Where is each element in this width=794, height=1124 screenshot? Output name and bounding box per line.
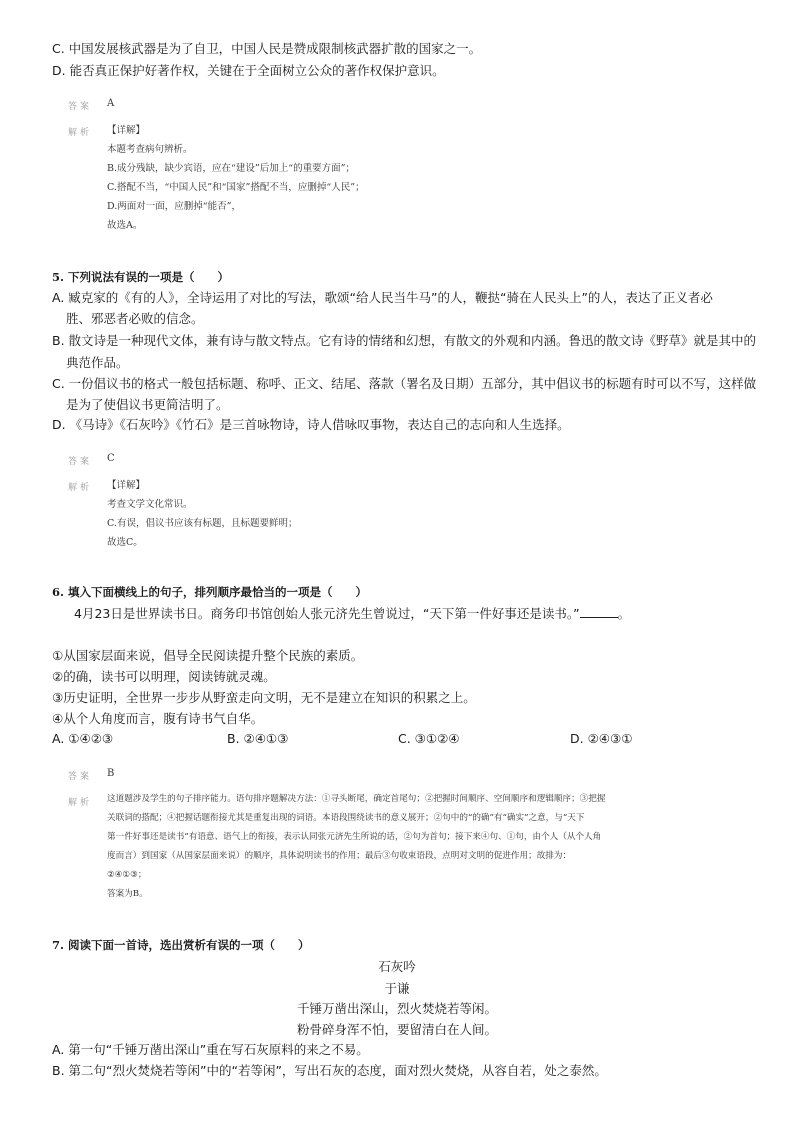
q7-poem-line-1: 千锤万凿出深山，烈火焚烧若等闲。 [296,1001,497,1016]
q5-option-b: B. 散文诗是一种现代文体，兼有诗与散文特点。它有诗的情绪和幻想，有散文的外观和内涵。鲁迅的散文诗《野草》就是其中的 [52,333,757,348]
q5-explanation [107,476,297,552]
q6-sentence-3: ③历史证明，全世界一步步从野蛮走向文明，无不是建立在知识的积累之上。 [52,690,476,705]
q7-title: 7. 阅读下面一首诗，选出赏析有误的一项（ ） [52,938,310,952]
q6-sentence-4: ④从个人角度而言，腹有诗书气自华。 [52,711,264,726]
q6-stem-text: 4月23日是世界读书日。商务印书馆创始人张元济先生曾说过，“天下第一件好事还是读书。” [74,606,580,621]
q4-explain-line: 故选A。 [107,220,143,231]
q5-explain-line: C.有误，倡议书应该有标题，且标题要鲜明； [107,518,298,529]
q4-explain-line: 本题考查病句辨析。 [107,144,193,155]
q5-answer-value: C [107,453,115,464]
q6-sentence-2: ②的确，读书可以明理，阅读铸就灵魂。 [52,669,276,684]
q6-choice-a: A. ①④②③ [52,731,114,746]
q6-explain-label: 解析 [68,798,93,808]
q4-option-c: C. 中国发展核武器是为了自卫，中国人民是赞成限制核武器扩散的国家之一。 [52,41,482,56]
q5-option-b-cont: 典范作品。 [66,355,129,370]
q5-option-c-cont: 是为了使倡议书更简洁明了。 [66,397,229,412]
q4-explain-line: D.两面对一面，应删掉“能否”， [107,201,242,212]
q4-answer-value: A [107,98,115,109]
q4-explanation [107,121,365,235]
q5-title: 5. 下列说法有误的一项是（ ） [52,270,230,284]
q6-explain-line: 关联词的搭配；④把握话题衔接尤其是重复出现的词语。本语段围绕读书的意义展开；②句中的“的确”有“确实”之意，与“天下 [107,813,585,823]
q5-option-a-cont: 胜、邪恶者必败的信念。 [66,311,204,326]
q6-answer-label: 答案 [68,772,93,782]
q6-fill-blank [580,605,618,618]
q5-explain-line: 考查文学文化常识。 [107,499,193,510]
q6-stem [74,605,630,623]
q5-explain-line: 故选C。 [107,537,143,548]
q6-stem-end: 。 [617,606,631,621]
q7-poem-line-2: 粉骨碎身浑不怕，要留清白在人间。 [296,1022,497,1037]
q4-explain-line: 【详解】 [107,125,146,136]
q6-choice-b: B. ②④①③ [227,731,289,746]
q4-answer-label: 答案 [68,102,93,112]
q4-option-d: D. 能否真正保护好著作权，关键在于全面树立公众的著作权保护意识。 [52,63,445,78]
q7-poem-title: 石灰吟 [378,959,416,974]
q6-choice-c: C. ③①②④ [398,731,460,746]
q6-choice-d: D. ②④③① [570,731,633,746]
q6-answer-value: B [107,768,115,779]
q6-explain-line: 答案为B。 [107,889,148,899]
q6-sentence-1: ①从国家层面来说，倡导全民阅读提升整个民族的素质。 [52,648,364,663]
q6-explain-line: 这道题涉及学生的句子排序能力。语句排序题解决方法：①寻头断尾，确定首尾句；②把握时间顺序、空间顺序和逻辑顺序；③把握 [107,794,606,804]
q7-poem-author: 于谦 [384,981,410,996]
q5-option-d: D. 《马诗》《石灰吟》《竹石》是三首咏物诗，诗人借咏叹事物，表达自己的志向和人生选择。 [52,417,570,432]
q5-explain-line: 【详解】 [107,480,146,491]
q7-option-a: A. 第一句“千锤万凿出深山”重在写石灰原料的来之不易。 [52,1042,369,1057]
q7-option-b: B. 第二句“烈火焚烧若等闲”中的“若等闲”，写出石灰的态度，面对烈火焚烧，从容自若，处之泰然。 [52,1063,607,1078]
q5-answer-label: 答案 [68,457,93,467]
q6-explain-line: 度而言）到国家（从国家层面来说）的顺序，具体说明读书的作用；最后③句收束语段，点明对文明的促进作用；故排为： [107,851,572,861]
q4-explain-label: 解析 [68,128,93,138]
q5-option-c: C. 一份倡议书的格式一般包括标题、称呼、正文、结尾、落款（署名及日期）五部分，其中倡议书的标题有时可以不写，这样做 [52,376,757,391]
q4-explain-line: C.搭配不当，“中国人民”和“国家”搭配不当，应删掉“人民”； [107,182,365,193]
q6-title: 6. 填入下面横线上的句子，排列顺序最恰当的一项是（ ） [52,585,368,599]
q6-explanation [107,790,605,904]
q5-explain-label: 解析 [68,483,93,493]
q5-option-a: A. 臧克家的《有的人》，全诗运用了对比的写法，歌颂“给人民当牛马”的人，鞭挞“骑在人民头上”的人，表达了正义者必 [52,290,713,305]
q4-explain-line: B.成分残缺，缺少宾语，应在“建设”后加上“的重要方面”； [107,163,355,174]
q6-explain-line: 第一件好事还是读书”有语意、语气上的衔接，表示认同张元济先生所说的话，②句为首句；接下来④句、①句，由个人（从个人角 [107,832,602,842]
q6-explain-line: ②④①③； [107,870,147,880]
